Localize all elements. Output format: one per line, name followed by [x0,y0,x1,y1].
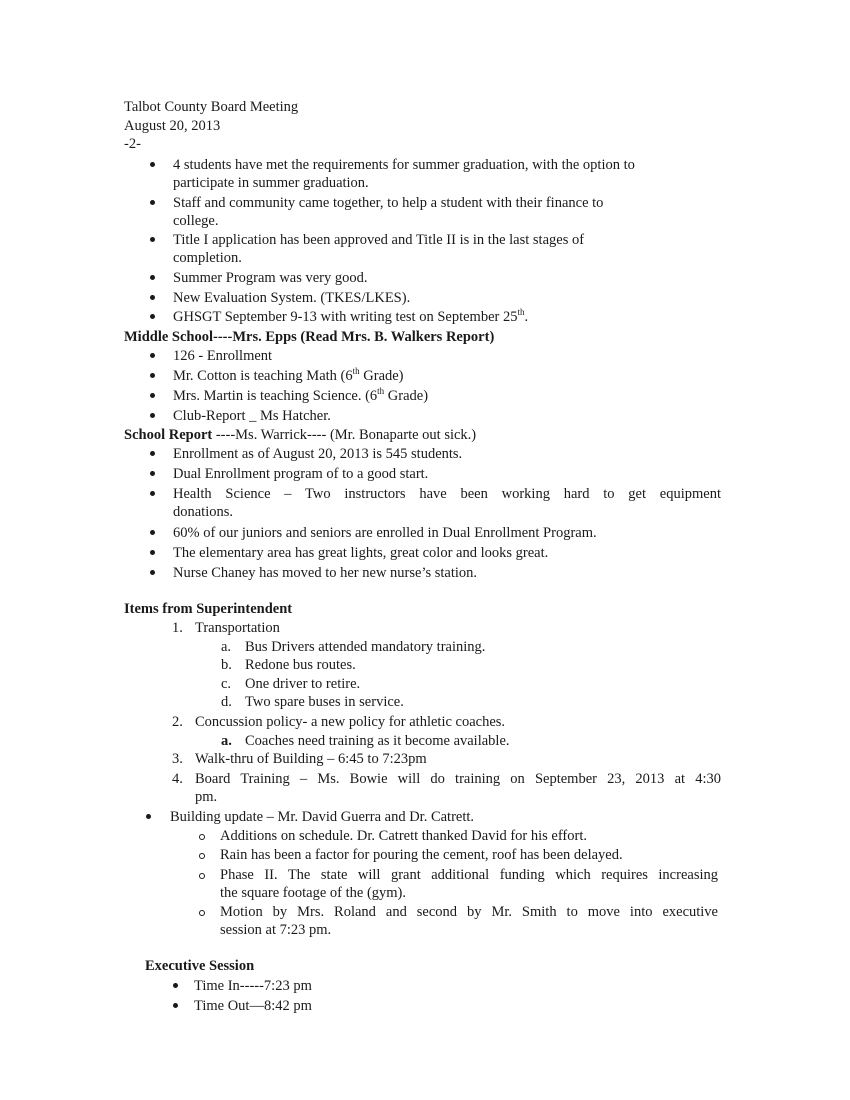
list-subitem: Phase II. The state will grant additional funding which requires increasing [220,867,718,883]
list-subitem: Motion by Mrs. Roland and second by Mr. Smith to move into executive [220,904,718,920]
bullet-marker [146,814,151,819]
bullet-marker [150,237,155,242]
list-item-continuation: participate in summer graduation. [173,175,369,191]
list-item-text: GHSGT September 9-13 with writing test on September 25 [173,309,518,325]
sub-bullet-marker [199,853,205,859]
list-item: Summer Program was very good. [173,270,368,286]
list-item-text: Mrs. Martin is teaching Science. (6 [173,388,378,404]
school-report-heading [124,426,476,444]
list-item [173,387,428,405]
bullet-marker [150,393,155,398]
bullet-marker [150,530,155,535]
bullet-marker [150,295,155,300]
list-letter: c. [221,676,232,692]
bullet-marker [150,314,155,319]
list-item: Health Science – Two instructors have been working hard to get equipment [173,486,721,502]
list-subitem: Bus Drivers attended mandatory training. [245,639,486,655]
bullet-marker [150,550,155,555]
list-item-end: . [524,309,529,325]
list-subitem: Redone bus routes. [245,657,356,673]
list-letter: a. [221,733,232,749]
list-subitem: Additions on schedule. Dr. Catrett thanked David for his effort. [220,828,587,844]
list-item: 60% of our juniors and seniors are enrolled in Dual Enrollment Program. [173,525,597,541]
school-report-heading-rest: ----Ms. Warrick---- (Mr. Bonaparte out sick.) [212,427,477,443]
list-item-continuation: completion. [173,250,242,266]
bullet-marker [150,491,155,496]
sub-bullet-marker [199,910,205,916]
document-date: August 20, 2013 [124,118,221,134]
list-number: 1. [172,620,183,636]
sub-bullet-marker [199,834,205,840]
list-item: Club-Report _ Ms Hatcher. [173,408,331,424]
list-item-end: Grade) [359,368,404,384]
bullet-marker [173,983,178,988]
list-letter: b. [221,657,232,673]
list-subitem: Coaches need training as it become available. [245,733,510,749]
bullet-marker [150,471,155,476]
list-item [173,367,404,385]
list-item: Time In-----7:23 pm [194,978,312,994]
list-subitem-continuation: session at 7:23 pm. [220,922,332,938]
superintendent-heading: Items from Superintendent [124,601,293,617]
list-item [173,308,528,326]
list-item: The elementary area has great lights, great color and looks great. [173,545,549,561]
ordinal-suffix: th [352,366,360,377]
list-subitem: Rain has been a factor for pouring the cement, roof has been delayed. [220,847,623,863]
ordinal-suffix: th [377,386,385,397]
list-item-text: Mr. Cotton is teaching Math (6 [173,368,353,384]
list-item-continuation: pm. [195,789,218,805]
list-letter: a. [221,639,232,655]
list-item: Concussion policy- a new policy for athletic coaches. [195,714,506,730]
list-item: Walk-thru of Building – 6:45 to 7:23pm [195,751,427,767]
document-title: Talbot County Board Meeting [124,99,299,115]
list-number: 3. [172,751,183,767]
middle-school-heading: Middle School----Mrs. Epps (Read Mrs. B. Walkers Report) [124,329,495,345]
list-number: 4. [172,771,183,787]
bullet-marker [150,373,155,378]
list-subitem: One driver to retire. [245,676,361,692]
list-item-continuation: college. [173,213,219,229]
list-item: Staff and community came together, to help a student with their finance to [173,195,604,211]
list-item: Enrollment as of August 20, 2013 is 545 students. [173,446,463,462]
ordinal-suffix: th [517,307,525,318]
list-item: Building update – Mr. David Guerra and Dr. Catrett. [170,809,475,825]
list-item: 126 - Enrollment [173,348,273,364]
list-item: Board Training – Ms. Bowie will do training on September 23, 2013 at 4:30 [195,771,721,787]
list-item: Dual Enrollment program of to a good start. [173,466,429,482]
list-subitem: Two spare buses in service. [245,694,404,710]
list-item: 4 students have met the requirements for summer graduation, with the option to [173,157,635,173]
list-item: Nurse Chaney has moved to her new nurse’s station. [173,565,478,581]
page-number: -2- [124,136,141,152]
list-item: New Evaluation System. (TKES/LKES). [173,290,411,306]
list-item: Title I application has been approved and Title II is in the last stages of [173,232,585,248]
bullet-marker [150,413,155,418]
list-number: 2. [172,714,183,730]
bullet-marker [150,200,155,205]
executive-session-heading: Executive Session [145,958,255,974]
bullet-marker [150,275,155,280]
list-item-continuation: donations. [173,504,234,520]
bullet-marker [150,162,155,167]
list-item: Transportation [195,620,280,636]
list-item-end: Grade) [384,388,429,404]
bullet-marker [150,570,155,575]
bullet-marker [150,353,155,358]
list-subitem-continuation: the square footage of the (gym). [220,885,407,901]
school-report-heading-bold: School Report [124,427,213,443]
list-letter: d. [221,694,232,710]
list-item: Time Out—8:42 pm [194,998,312,1014]
sub-bullet-marker [199,873,205,879]
bullet-marker [173,1003,178,1008]
bullet-marker [150,451,155,456]
